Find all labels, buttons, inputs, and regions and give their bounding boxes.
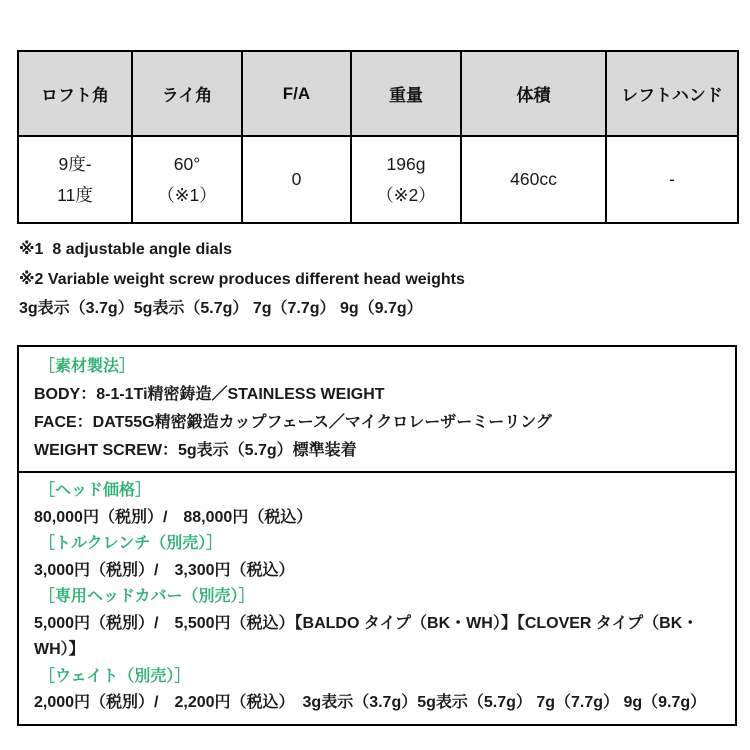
header-left-hand: レフトハンド xyxy=(606,51,738,136)
head-price-heading: ［ヘッド価格］ xyxy=(39,482,152,499)
materials-weight-screw-line: WEIGHT SCREW：5g表示（5.7g）標準装着 xyxy=(34,442,357,459)
pricing-section xyxy=(19,471,735,724)
weight-option-price-value: 2,000円（税別）/ 2,200円（税込） 3g表示（3.7g）5g表示（5.7g） 7g（7.7g） 9g（9.7g） xyxy=(34,694,707,711)
cell-weight xyxy=(351,136,461,223)
header-loft-angle: ロフト角 xyxy=(18,51,132,136)
cell-left-hand xyxy=(606,136,738,223)
cell-line: 11度 xyxy=(57,184,93,205)
spec-table-data-row xyxy=(18,136,738,223)
cell-line: 9度- xyxy=(58,154,92,175)
cell-loft-angle xyxy=(18,136,132,223)
materials-face-line: FACE：DAT55G精密鍛造カップフェース／マイクロレーザーミーリング xyxy=(34,414,552,431)
head-cover-price-value: 5,000円（税別）/ 5,500円（税込）【BALDO タイプ（BK・WH）】【CLOVER タイプ（BK・WH）】 xyxy=(34,614,699,658)
header-weight: 重量 xyxy=(351,51,461,136)
materials-section xyxy=(19,347,735,471)
header-fa: F/A xyxy=(242,51,351,136)
cell-line: 196g xyxy=(386,154,426,175)
head-price-value: 80,000円（税別）/ 88,000円（税込） xyxy=(34,508,313,526)
spec-table xyxy=(17,50,739,224)
spec-table-header-row xyxy=(18,51,738,136)
materials-body-line: BODY：8-1-1Ti精密鋳造／STAINLESS WEIGHT xyxy=(34,386,385,403)
cell-fa xyxy=(242,136,351,223)
head-cover-heading: ［専用ヘッドカバー（別売）］ xyxy=(39,588,255,605)
cell-line: - xyxy=(669,169,675,190)
details-box xyxy=(17,345,737,726)
cell-lie-angle xyxy=(132,136,242,223)
header-lie-angle: ライ角 xyxy=(132,51,242,136)
cell-line: （※2） xyxy=(376,184,436,205)
cell-line: 60° xyxy=(173,154,201,175)
cell-line: （※1） xyxy=(157,184,217,205)
header-volume: 体積 xyxy=(461,51,606,136)
torque-wrench-price-value: 3,000円（税別）/ 3,300円（税込） xyxy=(34,561,295,579)
cell-volume xyxy=(461,136,606,223)
weight-option-heading: ［ウェイト（別売）］ xyxy=(39,667,191,685)
torque-wrench-heading: ［トルクレンチ（別売）］ xyxy=(39,535,223,552)
cell-line: 460cc xyxy=(510,169,557,190)
materials-heading: ［素材製法］ xyxy=(39,358,136,375)
cell-line: 0 xyxy=(291,169,302,190)
footnote-1: ※1 8 adjustable angle dials xyxy=(19,241,232,258)
footnote-2: ※2 Variable weight screw produces different head weights xyxy=(19,270,465,288)
footnote-3: 3g表示（3.7g）5g表示（5.7g） 7g（7.7g） 9g（9.7g） xyxy=(19,300,423,317)
footnotes xyxy=(19,240,735,329)
